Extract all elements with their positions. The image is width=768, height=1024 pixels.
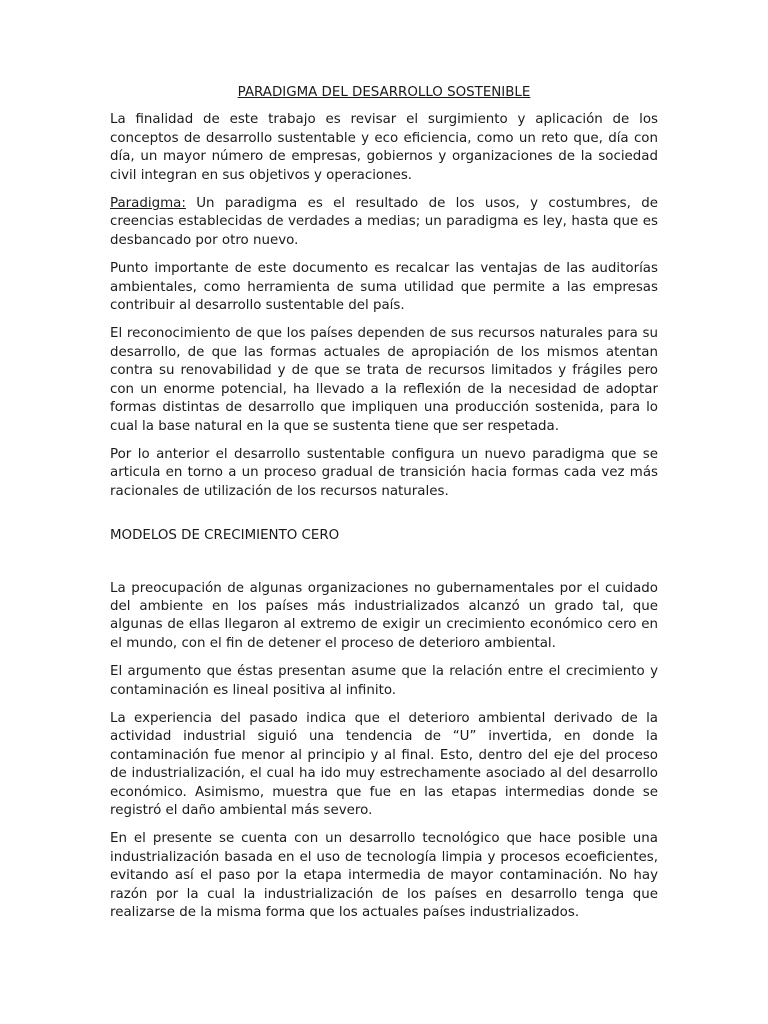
paradigm-definition: Un paradigma es el resultado de los usos, y costumbres, de creencias establecidas de verdades a medias; un paradigma es ley, hasta que es desbancado por otro nuevo. bbox=[110, 196, 658, 248]
intro-paragraph: La finalidad de este trabajo es revisar el surgimiento y aplicación de los conceptos de desarrollo sustentable y eco eficiencia, como un reto que, día con día, un mayor número de empresas, gobiernos y organizaciones de la sociedad civil integran en sus objetivos y operaciones. bbox=[110, 112, 658, 183]
document-title: PARADIGMA DEL DESARROLLO SOSTENIBLE bbox=[237, 85, 531, 100]
section-heading: MODELOS DE CRECIMIENTO CERO bbox=[110, 528, 340, 544]
paradigm-term: Paradigma: bbox=[110, 196, 186, 212]
clean-technology-paragraph: En el presente se cuenta con un desarrollo tecnológico que hace posible una industrialización basada en el uso de tecnología limpia y procesos ecoeficientes, evitando así el paso por la etapa intermedia de mayor contaminación. No hay razón por la cual la industrialización de los países en desarrollo tenga que realizarse de la misma forma que los actuales países industrializados. bbox=[110, 831, 658, 921]
section-spacer bbox=[110, 546, 658, 580]
new-paradigm-paragraph: Por lo anterior el desarrollo sustentable configura un nuevo paradigma que se articula en torno a un proceso gradual de transición hacia formas cada vez más racionales de utilización de los recursos naturales. bbox=[110, 446, 658, 499]
resources-paragraph: El reconocimiento de que los países dependen de sus recursos naturales para su desarrollo, de que las formas actuales de apropiación de los mismos atentan contra su renovabilidad y de que se trata de recursos limitados y frágiles pero con un enorme potencial, ha llevado a la reflexión de la necesidad de adoptar formas distintas de desarrollo que impliquen una producción sostenida, para lo cual la base natural en la que se sustenta tiene que ser respetada. bbox=[110, 326, 658, 434]
inverted-u-paragraph: La experiencia del pasado indica que el deterioro ambiental derivado de la actividad industrial siguió una tendencia de “U” invertida, en donde la contaminación fue menor al principio y al final. Esto, dentro del eje del proceso de industrialización, el cual ha ido muy estrechamente asociado al del desarrollo económico. Asimismo, muestra que fue en las etapas intermedias donde se registró el daño ambiental más severo. bbox=[110, 710, 658, 818]
audit-paragraph: Punto importante de este documento es recalcar las ventajas de las auditorías ambientales, como herramienta de suma utilidad que permite a las empresas contribuir al desarrollo sustentable del país. bbox=[110, 261, 658, 314]
paradigm-paragraph bbox=[110, 195, 658, 250]
linear-argument-paragraph: El argumento que éstas presentan asume que la relación entre el crecimiento y contaminación es lineal positiva al infinito. bbox=[110, 664, 658, 698]
zero-growth-paragraph: La preocupación de algunas organizaciones no gubernamentales por el cuidado del ambiente en los países más industrializados alcanzó un grado tal, que algunas de ellas llegaron al extremo de exigir un crecimiento económico cero en el mundo, con el fin de detener el proceso de deterioro ambiental. bbox=[110, 580, 658, 651]
